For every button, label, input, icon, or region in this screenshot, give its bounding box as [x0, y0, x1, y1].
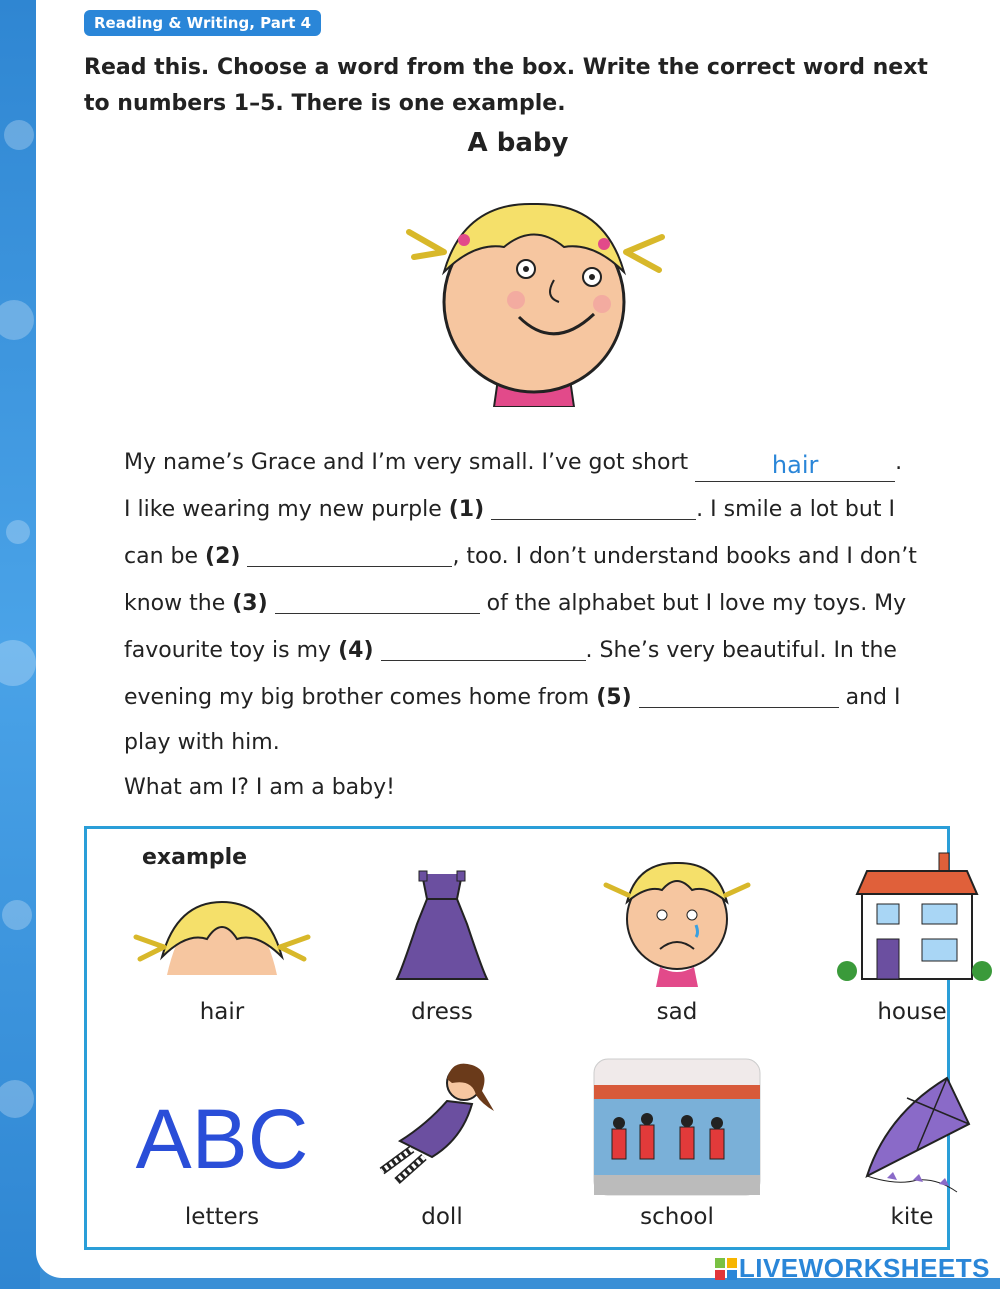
story-line: can be (2) , too. I don’t understand books and I don’t: [124, 532, 954, 579]
side-decoration: [0, 0, 40, 1289]
word-card-sad: [572, 857, 782, 1067]
instructions: Read this. Choose a word from the box. Write the correct word next to numbers 1–5. There is one example.: [84, 55, 928, 116]
page-title: A baby: [467, 128, 569, 158]
story-line: know the (3) of the alphabet but I love my toys. My: [124, 579, 954, 626]
doll-picture: [372, 1059, 512, 1189]
answer-blank-1[interactable]: [491, 489, 696, 520]
word-label: hair: [199, 999, 245, 1025]
kite-picture: [847, 1074, 977, 1199]
word-card-letters: [117, 1089, 327, 1239]
grace-illustration: [404, 192, 666, 407]
word-card-hair: [117, 889, 327, 1069]
number-4: (4): [338, 638, 374, 663]
story-text: [124, 440, 954, 765]
story-line: My name’s Grace and I’m very small. I’ve got short hair .: [124, 440, 954, 485]
number-3: (3): [232, 591, 268, 616]
story-line: evening my big brother comes home from (5) and I: [124, 673, 954, 720]
sad-face-picture: [602, 857, 752, 987]
answer-blank-4[interactable]: [381, 630, 586, 661]
number-2: (2): [205, 544, 241, 569]
word-label: school: [640, 1204, 714, 1230]
liveworksheets-logo-icon: [715, 1258, 737, 1280]
answer-blank-2[interactable]: [247, 536, 452, 567]
number-5: (5): [596, 685, 632, 710]
answer-blank-3[interactable]: [275, 583, 480, 614]
example-answer: hair: [695, 451, 895, 482]
worksheet-page: [36, 0, 1000, 1278]
answer-blank-5[interactable]: [639, 677, 839, 708]
word-label: dress: [411, 999, 473, 1025]
house-picture: [827, 849, 997, 984]
logo-text: LIVEWORKSHEETS: [738, 1253, 990, 1283]
story-line: I like wearing my new purple (1) . I smile a lot but I: [124, 485, 954, 532]
section-tag: Reading & Writing, Part 4: [84, 10, 321, 36]
word-label: letters: [184, 1204, 260, 1230]
abc-picture: [117, 1089, 327, 1189]
school-picture: [592, 1057, 762, 1197]
word-label: kite: [890, 1204, 934, 1230]
story-line: favourite toy is my (4) . She’s very beautiful. In the: [124, 626, 954, 673]
word-card-doll: [337, 1059, 547, 1239]
word-card-kite: [807, 1074, 1000, 1239]
word-card-house: [807, 849, 1000, 1069]
liveworksheets-logo: [715, 1253, 990, 1284]
number-1: (1): [448, 497, 485, 522]
abc-letters: ABC: [135, 1092, 309, 1186]
word-label: house: [877, 999, 947, 1025]
word-card-school: [572, 1057, 782, 1239]
example-label: example: [142, 845, 248, 870]
word-label: doll: [421, 1204, 463, 1230]
hair-picture: [132, 897, 312, 977]
word-card-dress: [337, 869, 547, 1069]
story-line: play with him.: [124, 730, 280, 755]
word-label: sad: [656, 999, 698, 1025]
dress-picture: [387, 869, 497, 984]
word-box: [84, 826, 950, 1250]
question-text: What am I? I am a baby!: [124, 775, 395, 800]
